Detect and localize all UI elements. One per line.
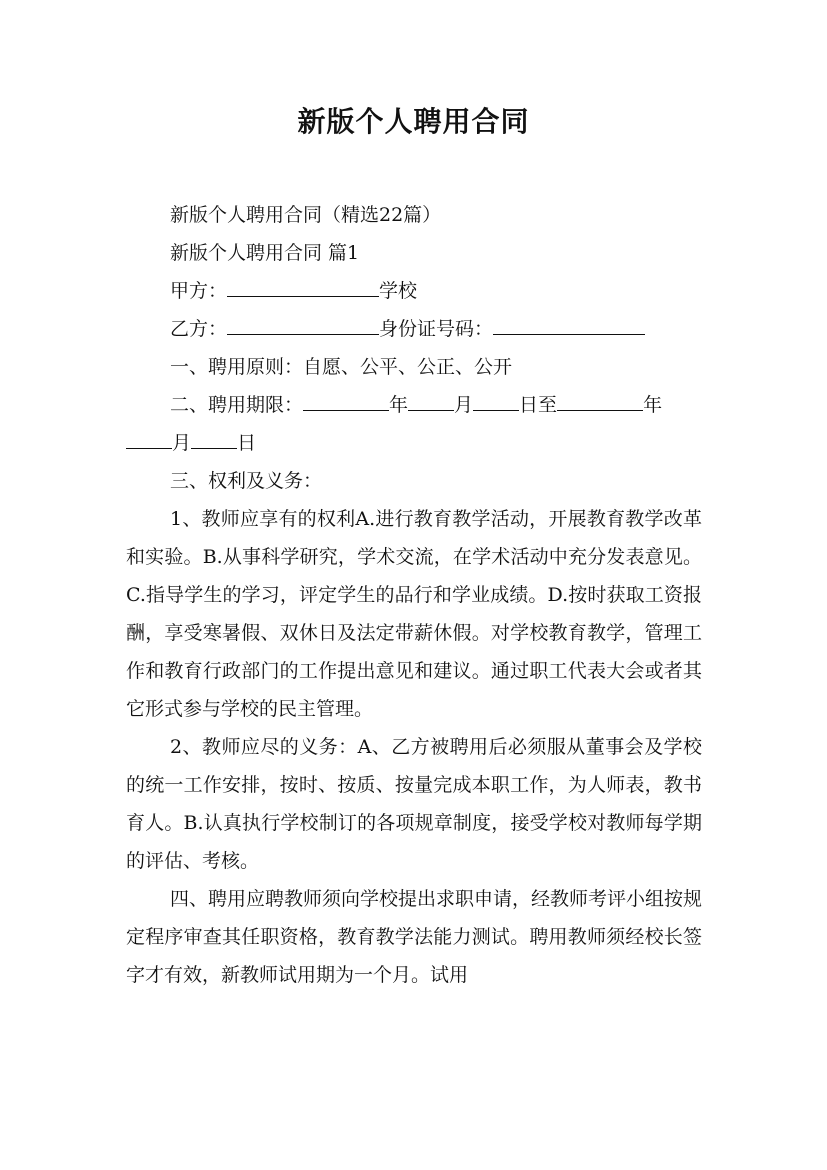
teacher-rights-paragraph: 1、教师应享有的权利A.进行教育教学活动，开展教育教学改革和实验。B.从事科学研究，学术交流，在学术活动中充分发表意见。C.指导学生的学习，评定学生的品行和学业成绩。D.按时获取工资报酬，享受寒暑假、双休日及法定带薪休假。对学校教育教学，管理工作和教育行政部门的工作提出意见和建议。通过职工代表大会或者其它形式参与学校的民主管理。 — [126, 508, 702, 720]
start-year-unit: 年 — [389, 394, 409, 416]
party-b-label: 乙方： — [170, 318, 228, 340]
section-principles: 一、聘用原则：自愿、公平、公正、公开 — [170, 356, 513, 378]
hiring-paragraph: 四、聘用应聘教师须向学校提出求职申请，经教师考评小组按规定程序审查其任职资格，教育教学法能力测试。聘用教师须经校长签字才有效，新教师试用期为一个月。试用 — [126, 888, 703, 986]
end-day-blank — [191, 424, 237, 449]
party-b-id-label: 身份证号码： — [379, 318, 494, 340]
document-title: 新版个人聘用合同 — [297, 105, 530, 138]
id-number-blank — [493, 310, 645, 335]
party-b-line — [126, 310, 702, 348]
term-label: 二、聘用期限： — [170, 394, 304, 416]
end-month-blank — [126, 424, 172, 449]
end-day-unit: 日 — [237, 432, 257, 454]
section-term-line — [126, 386, 702, 424]
start-day-blank — [473, 386, 519, 411]
end-year-unit: 年 — [643, 394, 663, 416]
party-a-suffix: 学校 — [379, 280, 418, 302]
section-term-continuation — [126, 424, 702, 462]
teacher-duties-paragraph: 2、教师应尽的义务：A、乙方被聘用后必须服从董事会及学校的统一工作安排，按时、按质、按量完成本职工作，为人师表，教书育人。B.认真执行学校制订的各项规章制度，接受学校对教师每学期的评估、考核。 — [126, 736, 702, 872]
document-subtitle: 新版个人聘用合同（精选22篇） — [170, 204, 442, 226]
piece-heading: 新版个人聘用合同 篇1 — [170, 242, 360, 264]
party-a-line — [126, 272, 702, 310]
party-b-blank — [227, 310, 379, 335]
start-month-blank — [408, 386, 454, 411]
section-rights-duties: 三、权利及义务： — [170, 470, 323, 492]
party-a-blank — [227, 272, 379, 297]
end-year-blank — [557, 386, 643, 411]
document-body — [126, 196, 702, 994]
start-month-unit: 月 — [454, 394, 474, 416]
party-a-label: 甲方： — [170, 280, 228, 302]
start-day-to: 日至 — [519, 394, 558, 416]
start-year-blank — [303, 386, 389, 411]
end-month-unit: 月 — [172, 432, 192, 454]
